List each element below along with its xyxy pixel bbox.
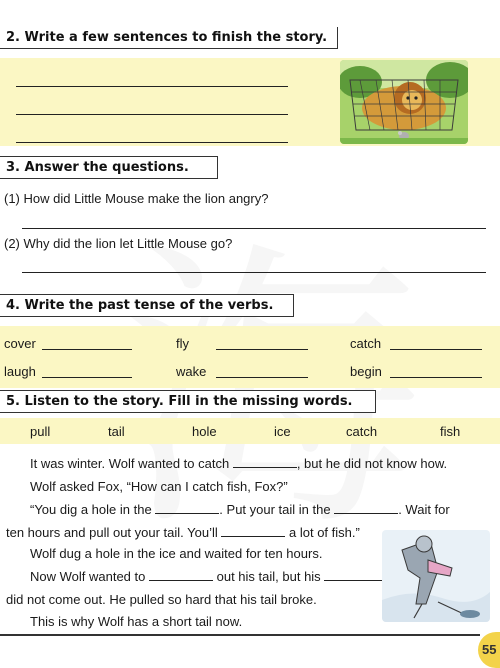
section-5-heading: 5. Listen to the story. Fill in the missing words. <box>0 391 376 413</box>
word-bank-item: hole <box>192 424 217 439</box>
story-line-7: did not come out. He pulled so hard that his tail broke. <box>6 592 317 607</box>
verb-area <box>0 326 500 388</box>
story-line-8: This is why Wolf has a short tail now. <box>30 614 243 629</box>
answer-line[interactable] <box>16 114 288 115</box>
word-bank-item: pull <box>30 424 51 439</box>
blank[interactable] <box>149 569 213 581</box>
blank[interactable] <box>221 525 285 537</box>
answer-line[interactable] <box>16 142 288 143</box>
word-bank-item: fish <box>440 424 461 439</box>
story-line-2: Wolf asked Fox, “How can I catch fish, Fox?” <box>30 479 288 494</box>
blank[interactable] <box>233 456 297 468</box>
verb-answer-line[interactable] <box>42 349 132 350</box>
verb-answer-line[interactable] <box>216 377 308 378</box>
blank[interactable] <box>155 502 219 514</box>
question-2-answer-line[interactable] <box>22 272 486 273</box>
verb-label: wake <box>176 364 207 379</box>
question-1-answer-line[interactable] <box>22 228 486 229</box>
word-bank-item: ice <box>274 424 291 439</box>
verb-label: begin <box>350 364 382 379</box>
verb-label: catch <box>350 336 382 351</box>
page-number: 55 <box>478 632 500 668</box>
verb-answer-line[interactable] <box>390 377 482 378</box>
blank[interactable] <box>334 502 398 514</box>
section-4-heading: 4. Write the past tense of the verbs. <box>0 295 294 317</box>
blank[interactable] <box>324 569 390 581</box>
story-line-3: “You dig a hole in the . Put your tail in the . Wait for <box>30 502 450 517</box>
question-1: (1) How did Little Mouse make the lion angry? <box>4 191 269 206</box>
verb-label: cover <box>4 336 36 351</box>
word-bank-item: catch <box>346 424 378 439</box>
answer-line[interactable] <box>16 86 288 87</box>
story-line-5: Wolf dug a hole in the ice and waited for ten hours. <box>30 546 323 561</box>
verb-label: laugh <box>4 364 36 379</box>
question-2: (2) Why did the lion let Little Mouse go? <box>4 236 233 251</box>
verb-answer-line[interactable] <box>390 349 482 350</box>
section-3-heading: 3. Answer the questions. <box>0 157 218 179</box>
story-line-1: It was winter. Wolf wanted to catch , but he did not know how. <box>30 456 448 471</box>
story-line-6: Now Wolf wanted to out his tail, but his <box>30 569 390 584</box>
word-bank <box>0 418 500 444</box>
verb-answer-line[interactable] <box>42 377 132 378</box>
lion-in-net-illustration <box>340 60 468 144</box>
story-line-4: ten hours and pull out your tail. You’ll a lot of fish.” <box>6 525 360 540</box>
divider <box>0 634 480 636</box>
wolf-ice-illustration <box>382 530 490 622</box>
verb-label: fly <box>176 336 189 351</box>
verb-answer-line[interactable] <box>216 349 308 350</box>
word-bank-item: tail <box>108 424 125 439</box>
section-2-heading: 2. Write a few sentences to finish the story. <box>0 27 338 49</box>
